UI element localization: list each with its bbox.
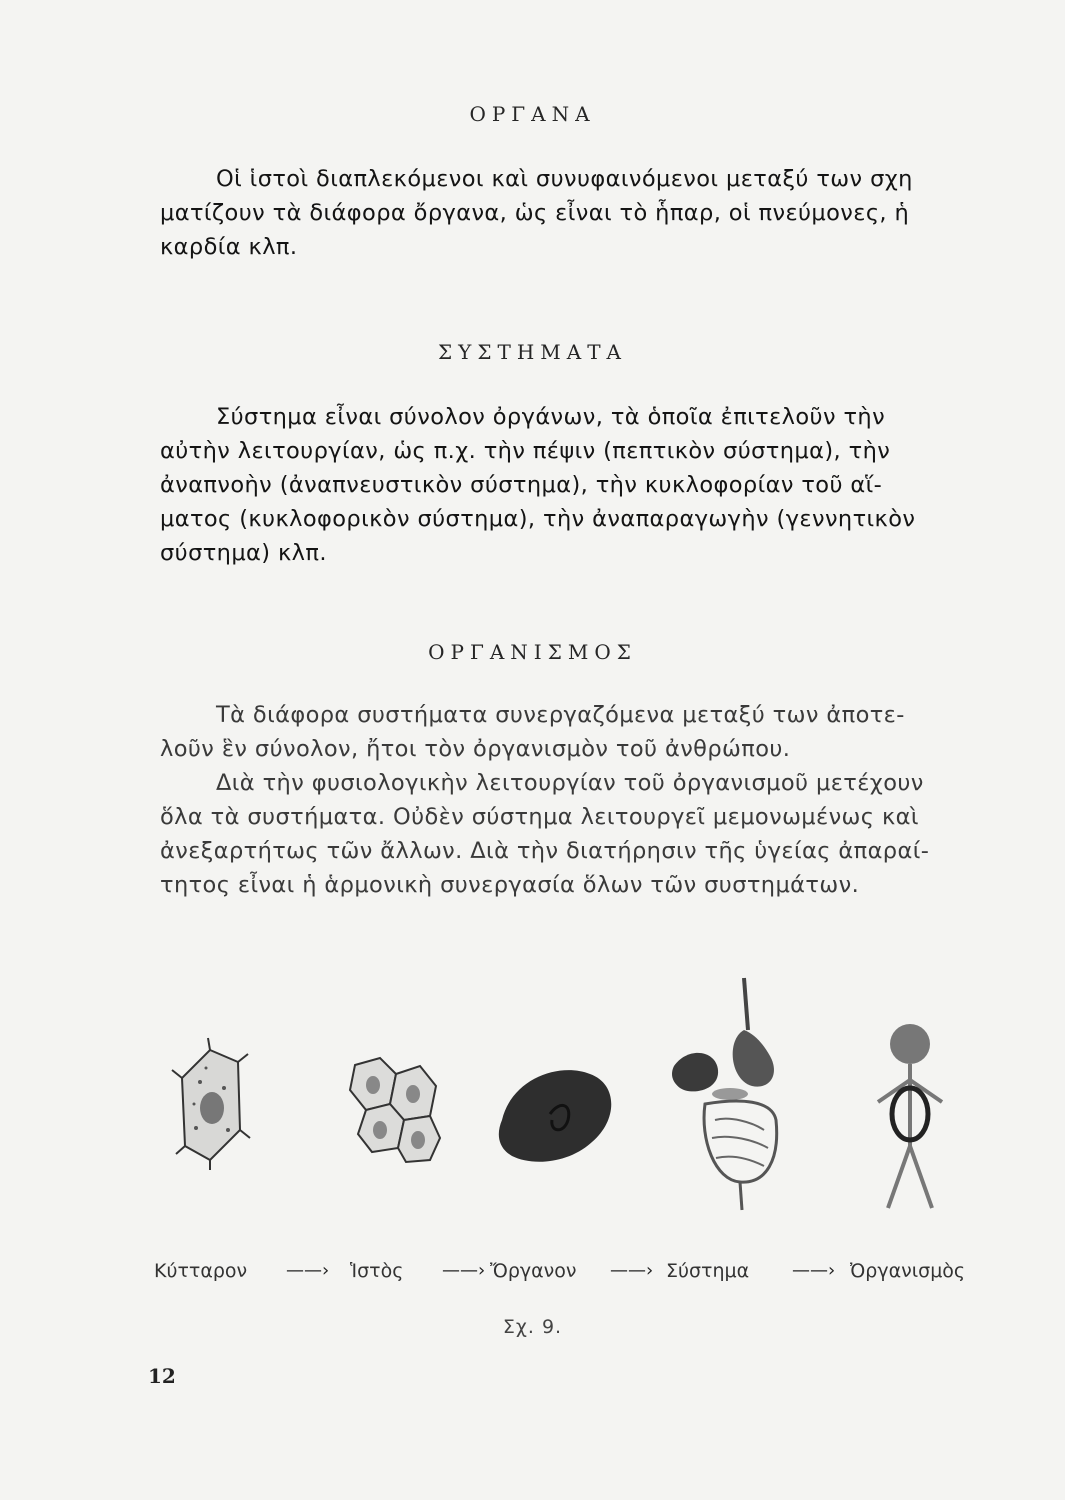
- organism-illustration: [878, 1024, 942, 1208]
- text-line: ματίζουν τὰ διάφορα ὄργανα, ὡς εἶναι τὸ ἧπαρ, οἱ πνεύμονες, ἡ: [160, 200, 910, 226]
- text-line: ματος (κυκλοφορικὸν σύστημα), τὴν ἀναπαραγωγὴν (γεννητικὸν: [160, 506, 916, 532]
- paragraph-systimata: [160, 400, 1005, 570]
- text-line: σύστημα) κλπ.: [160, 540, 327, 566]
- text-line: Διὰ τὴν φυσιολογικὴν λειτουργίαν τοῦ ὀργανισμοῦ μετέχουν: [216, 770, 924, 796]
- arrow-icon: ——›: [442, 1260, 486, 1281]
- text-line: τητος εἶναι ἡ ἁρμονικὴ συνεργασία ὅλων τῶν συστημάτων.: [160, 872, 860, 898]
- figure-flow-labels: [0, 1260, 1065, 1300]
- figure-caption: Σχ. 9.: [502, 1316, 563, 1338]
- text-line: ἀνεξαρτήτως τῶν ἄλλων. Διὰ τὴν διατήρησιν τῆς ὑγείας ἀπαραί-: [160, 838, 930, 864]
- label-organism: Ὀργανισμὸς: [850, 1260, 966, 1282]
- text-line: Σύστημα εἶναι σύνολον ὀργάνων, τὰ ὁποῖα ἐπιτελοῦν τὴν: [216, 404, 886, 430]
- label-tissue: Ἱστὸς: [350, 1260, 404, 1282]
- text-line: καρδία κλπ.: [160, 234, 298, 260]
- cell-illustration: [172, 1038, 250, 1170]
- paragraph-organa: [160, 162, 1005, 264]
- page-number: 12: [148, 1364, 176, 1388]
- organ-illustration: [499, 1070, 611, 1162]
- label-system: Σύστημα: [666, 1260, 750, 1282]
- tissue-illustration: [350, 1058, 440, 1162]
- text-line: λοῦν ἓν σύνολον, ἤτοι τὸν ὀργανισμὸν τοῦ ἀνθρώπου.: [160, 736, 791, 762]
- text-line: Τὰ διάφορα συστήματα συνεργαζόμενα μεταξύ των ἀποτε-: [216, 702, 905, 728]
- heading-systimata: ΣΥΣΤΗΜΑΤΑ: [438, 340, 627, 364]
- heading-organismos: ΟΡΓΑΝΙΣΜΟΣ: [428, 640, 637, 664]
- heading-organa: ΟΡΓΑΝΑ: [469, 102, 596, 126]
- arrow-icon: ——›: [792, 1260, 836, 1281]
- arrow-icon: ——›: [286, 1260, 330, 1281]
- arrow-icon: ——›: [610, 1260, 654, 1281]
- paragraph-organismos: [160, 698, 1005, 902]
- text-line: Οἱ ἱστοὶ διαπλεκόμενοι καὶ συνυφαινόμενοι μεταξύ των σχη: [216, 166, 913, 192]
- text-line: ὅλα τὰ συστήματα. Οὐδὲν σύστημα λειτουργεῖ μεμονωμένως καὶ: [160, 804, 919, 830]
- figure-cell-to-organism: [140, 970, 1020, 1230]
- text-line: αὐτὴν λειτουργίαν, ὡς π.χ. τὴν πέψιν (πεπτικὸν σύστημα), τὴν: [160, 438, 891, 464]
- label-cell: Κύτταρον: [154, 1260, 248, 1282]
- system-illustration: [672, 978, 777, 1210]
- text-line: ἀναπνοὴν (ἀναπνευστικὸν σύστημα), τὴν κυκλοφορίαν τοῦ αἵ-: [160, 472, 883, 498]
- label-organ: Ὄργανον: [490, 1260, 577, 1282]
